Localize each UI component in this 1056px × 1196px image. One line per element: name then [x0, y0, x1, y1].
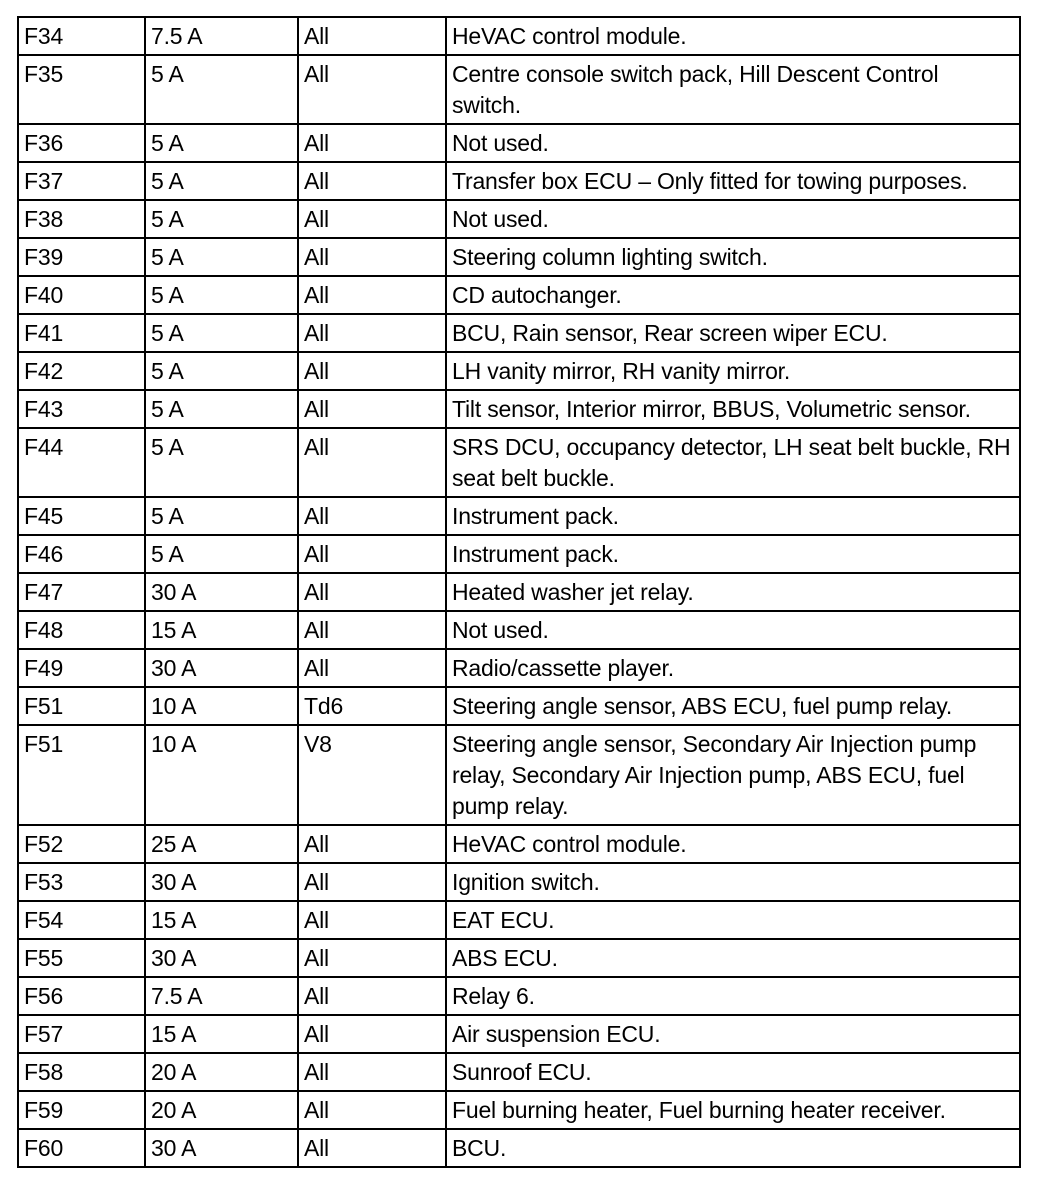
fuse-rating-cell: 15 A: [145, 611, 298, 649]
model-cell: All: [298, 977, 446, 1015]
fuse-rating-cell: 30 A: [145, 1129, 298, 1167]
fuse-number-cell: F34: [18, 17, 145, 55]
fuse-number-cell: F44: [18, 428, 145, 497]
model-cell: All: [298, 535, 446, 573]
table-row: [18, 428, 1020, 497]
table-row: [18, 390, 1020, 428]
fuse-rating-cell: 20 A: [145, 1091, 298, 1129]
fuse-rating-cell: 5 A: [145, 162, 298, 200]
circuit-description-cell: HeVAC control module.: [446, 825, 1020, 863]
fuse-rating-cell: 5 A: [145, 390, 298, 428]
model-cell: All: [298, 863, 446, 901]
circuit-description-cell: Relay 6.: [446, 977, 1020, 1015]
fuse-rating-cell: 5 A: [145, 352, 298, 390]
circuit-description-cell: EAT ECU.: [446, 901, 1020, 939]
table-row: [18, 124, 1020, 162]
model-cell: All: [298, 825, 446, 863]
circuit-description-cell: BCU, Rain sensor, Rear screen wiper ECU.: [446, 314, 1020, 352]
circuit-description-cell: Instrument pack.: [446, 535, 1020, 573]
table-row: [18, 725, 1020, 825]
model-cell: All: [298, 124, 446, 162]
model-cell: All: [298, 390, 446, 428]
fuse-rating-cell: 20 A: [145, 1053, 298, 1091]
table-row: [18, 901, 1020, 939]
model-cell: All: [298, 162, 446, 200]
circuit-description-cell: HeVAC control module.: [446, 17, 1020, 55]
table-row: [18, 1015, 1020, 1053]
table-row: [18, 939, 1020, 977]
fuse-table: [17, 16, 1021, 1168]
circuit-description-cell: Radio/cassette player.: [446, 649, 1020, 687]
fuse-number-cell: F59: [18, 1091, 145, 1129]
model-cell: All: [298, 428, 446, 497]
circuit-description-cell: Steering angle sensor, Secondary Air Injection pump relay, Secondary Air Injection pump, ABS ECU, fuel pump relay.: [446, 725, 1020, 825]
fuse-number-cell: F60: [18, 1129, 145, 1167]
fuse-rating-cell: 5 A: [145, 497, 298, 535]
fuse-number-cell: F49: [18, 649, 145, 687]
model-cell: All: [298, 352, 446, 390]
model-cell: All: [298, 1015, 446, 1053]
table-row: [18, 55, 1020, 124]
table-row: [18, 238, 1020, 276]
fuse-rating-cell: 5 A: [145, 238, 298, 276]
table-row: [18, 276, 1020, 314]
fuse-number-cell: F52: [18, 825, 145, 863]
circuit-description-cell: Transfer box ECU – Only fitted for towing purposes.: [446, 162, 1020, 200]
table-row: [18, 497, 1020, 535]
model-cell: All: [298, 497, 446, 535]
model-cell: All: [298, 649, 446, 687]
fuse-rating-cell: 30 A: [145, 573, 298, 611]
model-cell: All: [298, 276, 446, 314]
fuse-number-cell: F45: [18, 497, 145, 535]
fuse-rating-cell: 5 A: [145, 535, 298, 573]
circuit-description-cell: SRS DCU, occupancy detector, LH seat belt buckle, RH seat belt buckle.: [446, 428, 1020, 497]
table-row: [18, 1053, 1020, 1091]
circuit-description-cell: Not used.: [446, 200, 1020, 238]
fuse-rating-cell: 30 A: [145, 939, 298, 977]
model-cell: V8: [298, 725, 446, 825]
fuse-number-cell: F58: [18, 1053, 145, 1091]
model-cell: All: [298, 1091, 446, 1129]
model-cell: All: [298, 55, 446, 124]
table-row: [18, 352, 1020, 390]
fuse-rating-cell: 10 A: [145, 725, 298, 825]
circuit-description-cell: Fuel burning heater, Fuel burning heater receiver.: [446, 1091, 1020, 1129]
fuse-rating-cell: 5 A: [145, 276, 298, 314]
fuse-number-cell: F36: [18, 124, 145, 162]
fuse-number-cell: F42: [18, 352, 145, 390]
circuit-description-cell: Tilt sensor, Interior mirror, BBUS, Volumetric sensor.: [446, 390, 1020, 428]
table-row: [18, 535, 1020, 573]
circuit-description-cell: Not used.: [446, 611, 1020, 649]
fuse-number-cell: F39: [18, 238, 145, 276]
fuse-rating-cell: 7.5 A: [145, 17, 298, 55]
model-cell: All: [298, 901, 446, 939]
fuse-number-cell: F40: [18, 276, 145, 314]
fuse-number-cell: F57: [18, 1015, 145, 1053]
table-row: [18, 17, 1020, 55]
circuit-description-cell: Centre console switch pack, Hill Descent Control switch.: [446, 55, 1020, 124]
circuit-description-cell: LH vanity mirror, RH vanity mirror.: [446, 352, 1020, 390]
fuse-rating-cell: 5 A: [145, 124, 298, 162]
fuse-number-cell: F56: [18, 977, 145, 1015]
table-row: [18, 573, 1020, 611]
circuit-description-cell: Not used.: [446, 124, 1020, 162]
table-row: [18, 314, 1020, 352]
model-cell: All: [298, 200, 446, 238]
fuse-rating-cell: 15 A: [145, 901, 298, 939]
fuse-rating-cell: 10 A: [145, 687, 298, 725]
table-row: [18, 1091, 1020, 1129]
table-row: [18, 611, 1020, 649]
circuit-description-cell: Steering column lighting switch.: [446, 238, 1020, 276]
table-row: [18, 200, 1020, 238]
model-cell: All: [298, 314, 446, 352]
fuse-number-cell: F35: [18, 55, 145, 124]
circuit-description-cell: Heated washer jet relay.: [446, 573, 1020, 611]
fuse-number-cell: F37: [18, 162, 145, 200]
fuse-number-cell: F48: [18, 611, 145, 649]
circuit-description-cell: Ignition switch.: [446, 863, 1020, 901]
circuit-description-cell: CD autochanger.: [446, 276, 1020, 314]
model-cell: All: [298, 1053, 446, 1091]
table-row: [18, 162, 1020, 200]
fuse-rating-cell: 25 A: [145, 825, 298, 863]
table-row: [18, 863, 1020, 901]
fuse-number-cell: F53: [18, 863, 145, 901]
table-row: [18, 977, 1020, 1015]
fuse-number-cell: F46: [18, 535, 145, 573]
fuse-rating-cell: 30 A: [145, 863, 298, 901]
fuse-rating-cell: 5 A: [145, 55, 298, 124]
fuse-rating-cell: 7.5 A: [145, 977, 298, 1015]
table-row: [18, 825, 1020, 863]
fuse-number-cell: F51: [18, 687, 145, 725]
table-row: [18, 1129, 1020, 1167]
fuse-number-cell: F43: [18, 390, 145, 428]
model-cell: All: [298, 939, 446, 977]
circuit-description-cell: Instrument pack.: [446, 497, 1020, 535]
table-row: [18, 649, 1020, 687]
fuse-number-cell: F54: [18, 901, 145, 939]
model-cell: All: [298, 611, 446, 649]
fuse-rating-cell: 15 A: [145, 1015, 298, 1053]
model-cell: All: [298, 1129, 446, 1167]
fuse-table-body: [18, 17, 1020, 1167]
model-cell: All: [298, 238, 446, 276]
circuit-description-cell: BCU.: [446, 1129, 1020, 1167]
fuse-number-cell: F55: [18, 939, 145, 977]
circuit-description-cell: Sunroof ECU.: [446, 1053, 1020, 1091]
fuse-number-cell: F51: [18, 725, 145, 825]
fuse-number-cell: F47: [18, 573, 145, 611]
model-cell: All: [298, 17, 446, 55]
fuse-number-cell: F38: [18, 200, 145, 238]
circuit-description-cell: ABS ECU.: [446, 939, 1020, 977]
model-cell: Td6: [298, 687, 446, 725]
fuse-rating-cell: 5 A: [145, 428, 298, 497]
fuse-rating-cell: 30 A: [145, 649, 298, 687]
circuit-description-cell: Air suspension ECU.: [446, 1015, 1020, 1053]
circuit-description-cell: Steering angle sensor, ABS ECU, fuel pump relay.: [446, 687, 1020, 725]
model-cell: All: [298, 573, 446, 611]
fuse-rating-cell: 5 A: [145, 314, 298, 352]
fuse-number-cell: F41: [18, 314, 145, 352]
fuse-rating-cell: 5 A: [145, 200, 298, 238]
table-row: [18, 687, 1020, 725]
